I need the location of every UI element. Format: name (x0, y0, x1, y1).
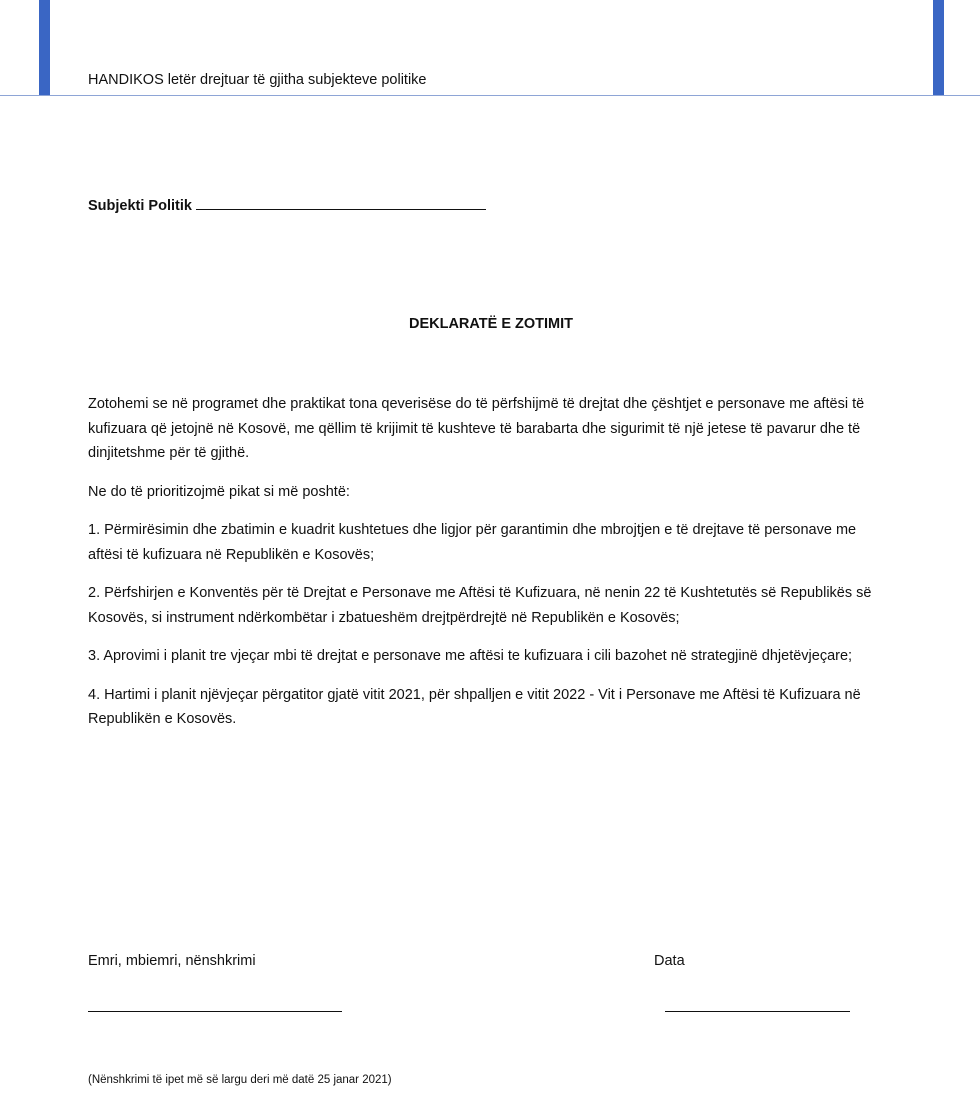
header-divider (0, 95, 980, 96)
priority-item-4: 4. Hartimi i planit njëvjeçar përgatitor gjatë vitit 2021, për shpalljen e vitit 2022 - Vit i Personave me Aftësi të Kufizuara në Republikën e Kosovës. (88, 686, 861, 727)
signature-deadline-note: (Nënshkrimi të ipet më së largu deri më datë 25 janar 2021) (88, 1074, 392, 1086)
declaration-body (88, 392, 878, 746)
political-subject-label: Subjekti Politik (88, 198, 192, 214)
signature-name-label: Emri, mbiemri, nënshkrimi (88, 953, 256, 969)
priority-item-2: 2. Përfshirjen e Konventës për të Drejtat e Personave me Aftësi të Kufizuara, në nenin 22 të Kushtetutës së Republikës së Kosovës, si instrument ndërkombëtar i zbatueshëm drejtpërdrejtë në Republikën e Kosovës; (88, 585, 872, 626)
intro-paragraph: Zotohemi se në programet dhe praktikat tona qeverisëse do të përfshijmë të drejtat dhe çështjet e personave me aftësi të kufizuara që jetojnë në Kosovë, me qëllim të krijimit të kushteve të barabarta dhe sigurimit të një jetese të pavarur dhe të dinjitetshme për të gjithë. (88, 396, 865, 461)
priority-item-3: 3. Aprovimi i planit tre vjeçar mbi të drejtat e personave me aftësi te kufizuara i cili bazohet në strategjinë dhjetëvjeçare; (88, 648, 853, 664)
political-subject-field (88, 195, 486, 214)
priorities-intro: Ne do të prioritizojmë pikat si më poshtë: (88, 483, 350, 500)
signature-date-line (665, 1011, 850, 1013)
priority-item-1: 1. Përmirësimin dhe zbatimin e kuadrit kushtetues dhe ligjor për garantimin dhe mbrojtjen e të drejtave të personave me aftësi të kufizuara në Republikën e Kosovës; (88, 522, 857, 563)
header-right-accent-bar (933, 0, 944, 96)
document-header: HANDIKOS letër drejtuar të gjitha subjekteve politike (88, 72, 427, 88)
header-left-accent-bar (39, 0, 50, 96)
signature-date-label: Data (654, 953, 685, 969)
signature-name-line (88, 1011, 342, 1013)
political-subject-blank-line (196, 195, 486, 210)
page-title: DEKLARATË E ZOTIMIT (408, 316, 574, 332)
